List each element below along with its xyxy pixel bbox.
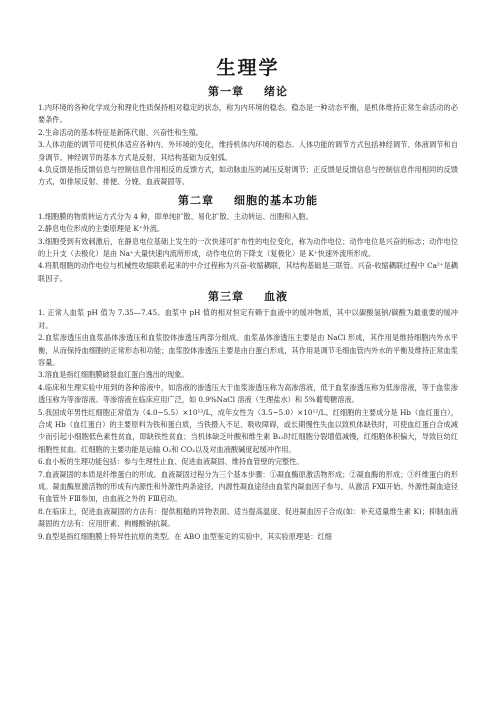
chapter-number: 第二章 — [178, 193, 214, 207]
chapter-name: 细胞的基本功能 — [234, 193, 318, 207]
paragraph: 8.在临床上，促进血液凝固的方法有：提供粗糙的异物表面、适当提高温度、促进凝血因子合成(如：补充适量维生素 K)；抑制血液凝固的方法有：应用肝素、枸橼酸钠抗凝。 — [38, 506, 458, 529]
chapter-2 — [38, 193, 458, 285]
paragraph: 3.细胞受到有效刺激后，在静息电位基础上发生的一次快速可扩布性的电位变化，称为动作电位；动作电位是兴奋的标志；动作电位的上升支（去极化）是由 Na⁺大量快速内流所形成，动作电位的下降支（复极化）是 K⁺快速外流所形成。 — [38, 236, 458, 259]
paragraph: 2.生命活动的基本特征是新陈代谢、兴奋性和生殖。 — [38, 127, 203, 137]
paragraph: 3.人体功能的调节可使机体适应各种内、外环境的变化，维持机体内环境的稳态。人体功能的调节方式包括神经调节、体液调节和自身调节。神经调节的基本方式是反射，其结构基础为反射弧。 — [38, 140, 458, 162]
chapter-heading — [38, 193, 458, 208]
document-title: 生理学 — [216, 57, 280, 79]
paragraph: 2.血浆渗透压由血浆晶体渗透压和血浆胶体渗透压两部分组成。血浆晶体渗透压主要是由 NaCl 形成，其作用是维持细胞内外水平衡，从而保持血细胞的正常形态和功能；血浆胶体渗透压主要是由白蛋白形成，其作用是调节毛细血管内外水的平衡及维持正常血浆容量。 — [38, 333, 458, 367]
chapter-number: 第一章 — [208, 85, 244, 98]
paragraph: 4.负反馈是指反馈信息与控制信息作用相反的反馈方式，如动脉血压的减压反射调节；正反馈是反馈信息与控制信息作用相同的反馈方式，如排尿反射、排便、分娩、血液凝固等。 — [38, 165, 458, 187]
chapter-3 — [38, 289, 458, 543]
paragraph: 7.血液凝固的本质是纤维蛋白的形成。血液凝固过程分为三个基本步骤：①凝血酶原激活物形成；②凝血酶的形成；③纤维蛋白的形成。凝血酶原激活物的形成有内源性和外源性两条途径，内源性凝血途径由血浆内凝血因子参与，从激活 FⅫ开始。外源性凝血途径有血管外 FⅢ参加，由血液之外的 FⅢ启动。 — [38, 469, 458, 504]
paragraph: 9.血型是指红细胞膜上特异性抗原的类型。在 ABO 血型鉴定的实验中，其实验原理是：红细 — [38, 531, 332, 541]
paragraph: 5.我国成年男性红细胞正常值为（4.0~5.5）×10¹²/L，成年女性为（3.5~5.0）×10¹²/L。红细胞的主要成分是 Hb（血红蛋白），合成 Hb（血红蛋白）的主要原料为铁和蛋白质，当铁摄入不足、吸收障碍，或长期慢性失血以致机体缺铁时，可使血红蛋白合成减少而引起小细胞低色素性贫血，即缺铁性贫血；当机体缺乏叶酸和维生素 B₁₂时红细胞分裂增值减慢，红细胞体积偏大，导致巨幼红细胞性贫血。红细胞的主要功能是运输 O₂和 CO₂以及对血液酸碱度起缓冲作用。 — [38, 407, 458, 454]
paragraph: 3.溶血是指红细胞膜破裂血红蛋白逸出的现象。 — [38, 370, 189, 380]
chapter-name: 血液 — [264, 290, 288, 304]
chapter-number: 第三章 — [208, 290, 244, 304]
paragraph: 1. 正常人血浆 pH 值为 7.35—7.45。血浆中 pH 值的相对恒定有赖于血液中的缓冲物质，其中以碳酸氢钠/碳酸为最重要的缓冲对。 — [38, 308, 458, 330]
chapter-1 — [38, 84, 458, 189]
paragraph: 1.细胞膜的物质转运方式分为 4 种，即单纯扩散、易化扩散、主动转运、出胞和入胞。 — [38, 211, 313, 221]
paragraph: 6.血小板的生理功能包括：参与生理性止血、促进血液凝固、维持血管壁的完整性。 — [38, 457, 304, 467]
chapter-name: 绪论 — [264, 85, 288, 98]
paragraph: 4.临床和生理实验中用到的各种溶液中，如溶液的渗透压大于血浆渗透压称为高渗溶液，低于血浆渗透压称为低渗溶液，等于血浆渗透压称为等渗溶液。等渗溶液在临床应用广泛，如 0.9%NaCl 溶液（生理盐水）和 5%葡萄糖溶液。 — [38, 382, 458, 405]
paragraph: 2.静息电位形成的主要原理是 K⁺外流。 — [38, 224, 165, 234]
paragraph: 4.将肌细胞的动作电位与机械性收缩联系起来的中介过程称为兴奋-收缩耦联，其结构基础是三联管。兴奋-收缩耦联过程中 Ca²⁺是耦联因子。 — [38, 261, 458, 283]
chapter-heading — [38, 84, 458, 99]
paragraph: 1.内环境的各种化学成分和理化性质保持相对稳定的状态，称为内环境的稳态。稳态是一种动态平衡，是机体维持正常生命活动的必要条件。 — [38, 103, 458, 125]
chapter-heading — [38, 289, 458, 304]
